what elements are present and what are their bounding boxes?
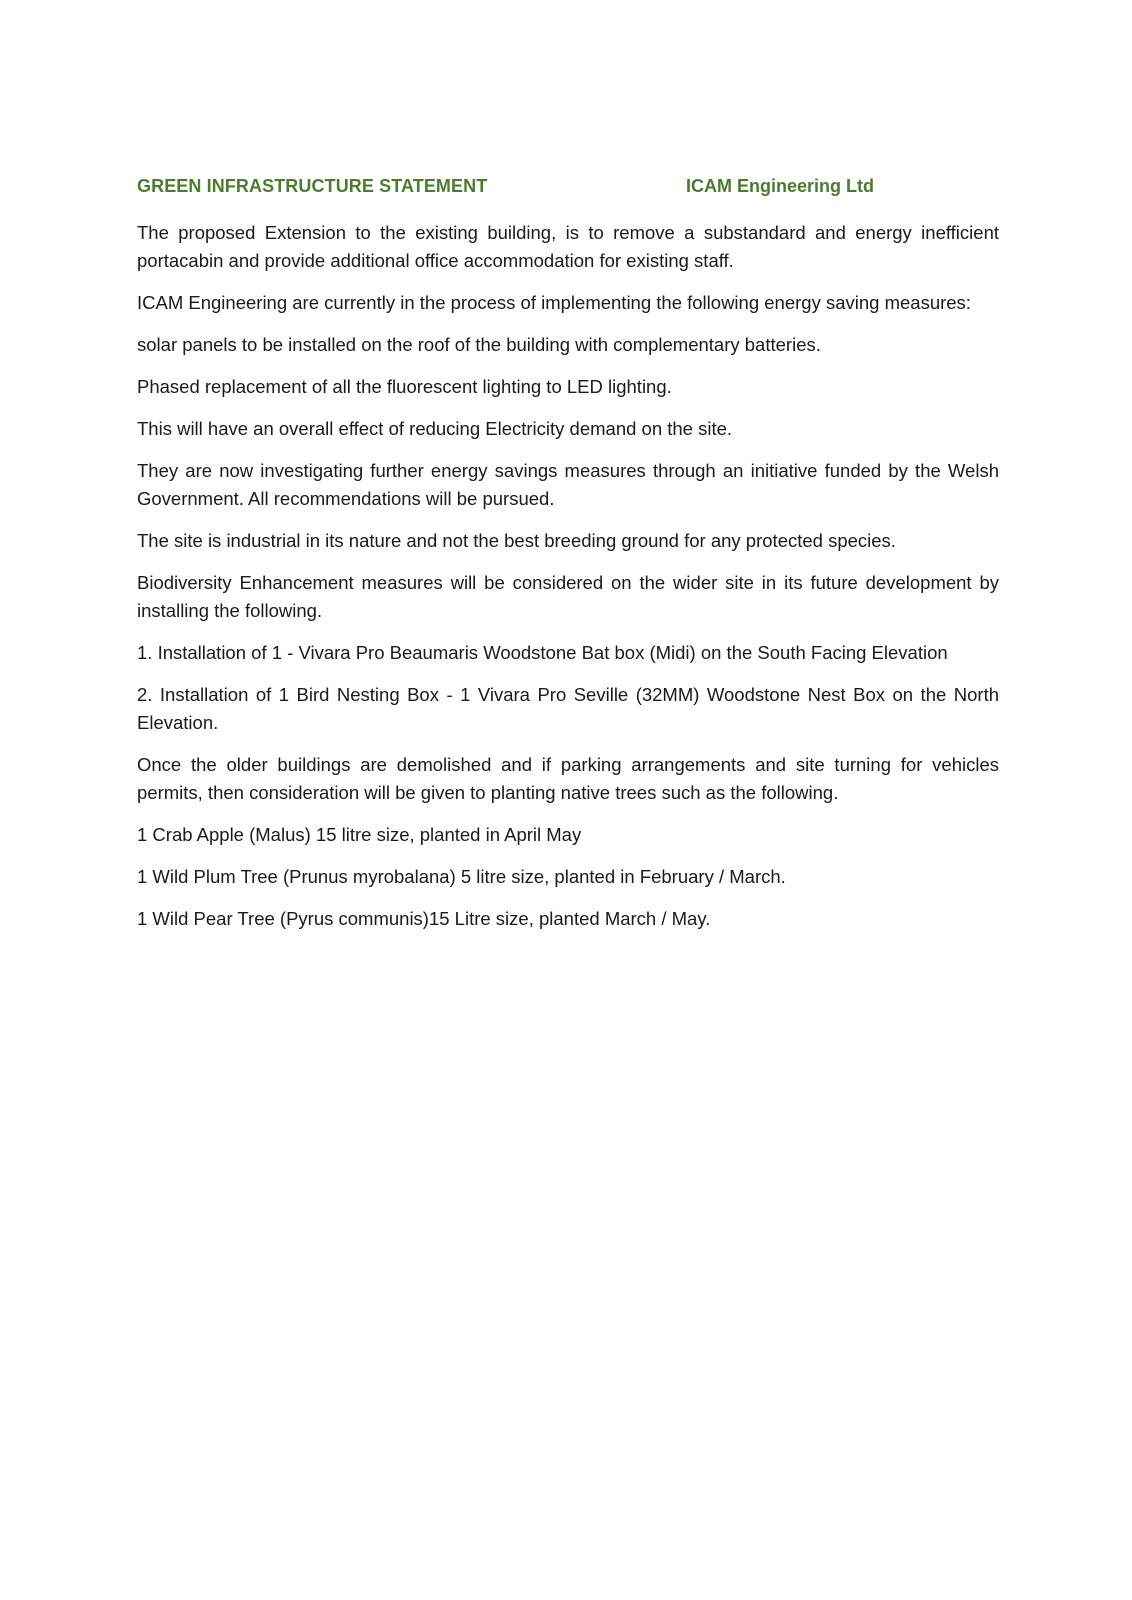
document-header bbox=[137, 176, 999, 204]
document-page bbox=[137, 176, 999, 947]
list-item-wild-plum: 1 Wild Plum Tree (Prunus myrobalana) 5 litre size, planted in February / March. bbox=[137, 866, 786, 887]
paragraph-site-nature: The site is industrial in its nature and not the best breeding ground for any protected species. bbox=[137, 530, 896, 551]
paragraph-led-lighting: Phased replacement of all the fluorescent lighting to LED lighting. bbox=[137, 376, 672, 397]
paragraph-solar-panels: solar panels to be installed on the roof of the building with complementary batteries. bbox=[137, 334, 821, 355]
list-item-crab-apple: 1 Crab Apple (Malus) 15 litre size, planted in April May bbox=[137, 824, 582, 845]
paragraph-welsh-government: They are now investigating further energy savings measures through an initiative funded by the Welsh Government. All recommendations will be pursued. bbox=[137, 460, 999, 509]
company-name: ICAM Engineering Ltd bbox=[686, 176, 874, 196]
paragraph-biodiversity: Biodiversity Enhancement measures will be considered on the wider site in its future development by installing the following. bbox=[137, 572, 999, 621]
document-title: GREEN INFRASTRUCTURE STATEMENT bbox=[137, 176, 488, 196]
paragraph-extension-purpose: The proposed Extension to the existing building, is to remove a substandard and energy inefficient portacabin and provide additional office accommodation for existing staff. bbox=[137, 222, 999, 271]
paragraph-energy-measures-intro: ICAM Engineering are currently in the process of implementing the following energy saving measures: bbox=[137, 292, 971, 313]
paragraph-electricity-demand: This will have an overall effect of reducing Electricity demand on the site. bbox=[137, 418, 733, 439]
list-item-bat-box: 1. Installation of 1 - Vivara Pro Beaumaris Woodstone Bat box (Midi) on the South Facing Elevation bbox=[137, 642, 948, 663]
paragraph-tree-planting: Once the older buildings are demolished and if parking arrangements and site turning for vehicles permits, then consideration will be given to planting native trees such as the following. bbox=[137, 754, 999, 803]
list-item-wild-pear: 1 Wild Pear Tree (Pyrus communis)15 Litre size, planted March / May. bbox=[137, 908, 711, 929]
list-item-bird-box: 2. Installation of 1 Bird Nesting Box - 1 Vivara Pro Seville (32MM) Woodstone Nest Box on the North Elevation. bbox=[137, 684, 999, 733]
